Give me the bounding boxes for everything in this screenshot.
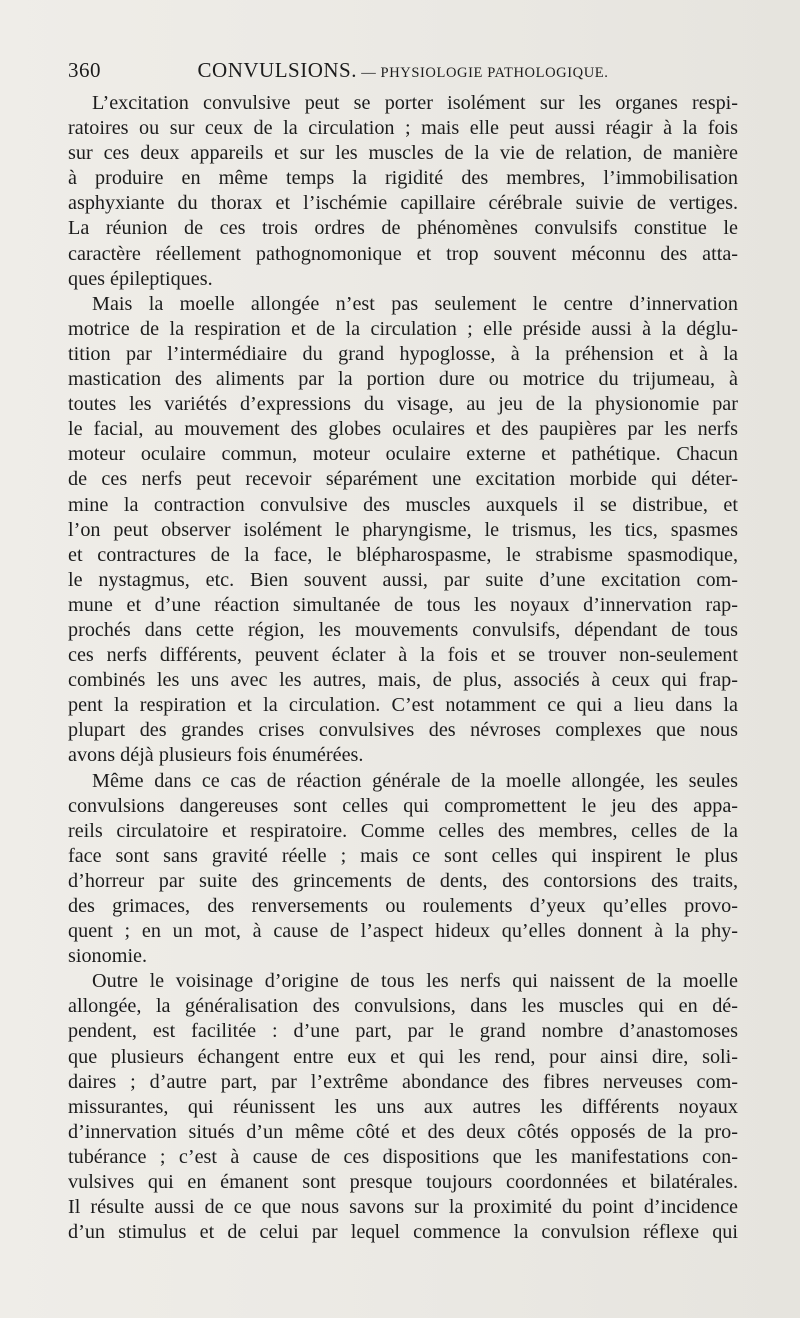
text-line: de ces nerfs peut recevoir séparément une excitation morbide qui déter- bbox=[68, 468, 738, 491]
text-line: caractère réellement pathognomonique et trop souvent méconnu des atta- bbox=[68, 242, 738, 265]
text-line: vulsives qui en émanent sont presque toujours coordonnées et bilatérales. bbox=[68, 1171, 738, 1194]
text-line: d’horreur par suite des grincements de dents, des contorsions des traits, bbox=[68, 869, 738, 892]
running-head-separator: — bbox=[356, 65, 381, 81]
text-line: pendent, est facilitée : d’une part, par le grand nombre d’anastomoses bbox=[68, 1020, 738, 1043]
text-line: quent ; en un mot, à cause de l’aspect hideux qu’elles donnent à la phy- bbox=[68, 920, 738, 943]
running-head-subtitle: PHYSIOLOGIE PATHOLOGIQUE. bbox=[380, 65, 609, 81]
text-line: prochés dans cette région, les mouvements convulsifs, dépendant de tous bbox=[68, 618, 738, 641]
text-line: pent la respiration et la circulation. C’est notamment ce qui a lieu dans la bbox=[68, 694, 738, 717]
text-line: d’innervation situés d’un même côté et des deux côtés opposés de la pro- bbox=[68, 1120, 738, 1143]
text-line: face sont sans gravité réelle ; mais ce sont celles qui inspirent le plus bbox=[68, 844, 738, 867]
text-line: allongée, la généralisation des convulsions, dans les muscles qui en dé- bbox=[68, 995, 738, 1018]
text-line: plupart des grandes crises convulsives des névroses complexes que nous bbox=[68, 719, 738, 742]
body-text bbox=[68, 91, 738, 1245]
text-line: ces nerfs différents, peuvent éclater à la fois et se trouver non-seulement bbox=[68, 644, 738, 667]
text-line: mine la contraction convulsive des muscles auxquels il se distribue, et bbox=[68, 493, 738, 516]
text-line: sionomie. bbox=[68, 945, 148, 968]
text-line: sur ces deux appareils et sur les muscles de la vie de relation, de manière bbox=[68, 142, 738, 165]
text-line: mune et d’une réaction simultanée de tous les noyaux d’innervation rap- bbox=[68, 593, 738, 616]
text-line: le nystagmus, etc. Bien souvent aussi, par suite d’une excitation com- bbox=[68, 568, 738, 591]
text-line: daires ; d’autre part, par l’extrême abondance des fibres nerveuses com- bbox=[68, 1070, 738, 1093]
text-line: d’un stimulus et de celui par lequel commence la convulsion réflexe qui bbox=[68, 1221, 738, 1244]
text-line: combinés les uns avec les autres, mais, de plus, associés à ceux qui frap- bbox=[68, 669, 738, 692]
page-header bbox=[68, 58, 738, 88]
text-line: Mais la moelle allongée n’est pas seulement le centre d’innervation bbox=[92, 292, 738, 315]
text-line: missurantes, qui réunissent les uns aux autres les différents noyaux bbox=[68, 1095, 738, 1118]
text-line: avons déjà plusieurs fois énumérées. bbox=[68, 744, 364, 767]
text-line: le facial, au mouvement des globes oculaires et des paupières par les nerfs bbox=[68, 418, 738, 441]
text-line: que plusieurs échangent entre eux et qui les rend, pour ainsi dire, soli- bbox=[68, 1045, 738, 1068]
text-line: Même dans ce cas de réaction générale de la moelle allongée, les seules bbox=[92, 769, 738, 792]
page-number: 360 bbox=[68, 58, 101, 82]
text-line: ratoires ou sur ceux de la circulation ; mais elle peut aussi réagir à la fois bbox=[68, 117, 738, 140]
text-line: Il résulte aussi de ce que nous savons sur la proximité du point d’incidence bbox=[68, 1196, 738, 1219]
text-line: moteur oculaire commun, moteur oculaire externe et pathétique. Chacun bbox=[68, 443, 738, 466]
text-line: Outre le voisinage d’origine de tous les nerfs qui naissent de la moelle bbox=[92, 970, 738, 993]
text-line: tubérance ; c’est à cause de ces dispositions que les manifestations con- bbox=[68, 1145, 738, 1168]
text-line: ques épileptiques. bbox=[68, 267, 213, 290]
text-line: L’excitation convulsive peut se porter isolément sur les organes respi- bbox=[92, 92, 738, 114]
running-head bbox=[68, 58, 738, 83]
text-line: des grimaces, des renversements ou roulements d’yeux qu’elles provo- bbox=[68, 895, 738, 917]
text-line: motrice de la respiration et de la circulation ; elle préside aussi à la déglu- bbox=[68, 317, 738, 340]
text-line: et contractures de la face, le blépharospasme, le strabisme spasmodique, bbox=[68, 543, 738, 566]
text-line: La réunion de ces trois ordres de phénomènes convulsifs constitue le bbox=[68, 217, 738, 240]
text-line: tition par l’intermédiaire du grand hypoglosse, à la préhension et à la bbox=[68, 342, 738, 365]
text-line: reils circulatoire et respiratoire. Comme celles des membres, celles de la bbox=[68, 819, 738, 842]
text-line: convulsions dangereuses sont celles qui compromettent le jeu des appa- bbox=[68, 794, 738, 817]
text-line: asphyxiante du thorax et l’ischémie capillaire cérébrale suivie de vertiges. bbox=[68, 192, 738, 215]
running-head-title: CONVULSIONS. bbox=[197, 58, 357, 82]
text-line: l’on peut observer isolément le pharyngisme, le trismus, les tics, spasmes bbox=[68, 518, 738, 541]
text-line: à produire en même temps la rigidité des membres, l’immobilisation bbox=[68, 167, 738, 190]
text-line: toutes les variétés d’expressions du visage, au jeu de la physionomie par bbox=[68, 393, 738, 416]
text-line: mastication des aliments par la portion dure ou motrice du trijumeau, à bbox=[68, 368, 738, 391]
